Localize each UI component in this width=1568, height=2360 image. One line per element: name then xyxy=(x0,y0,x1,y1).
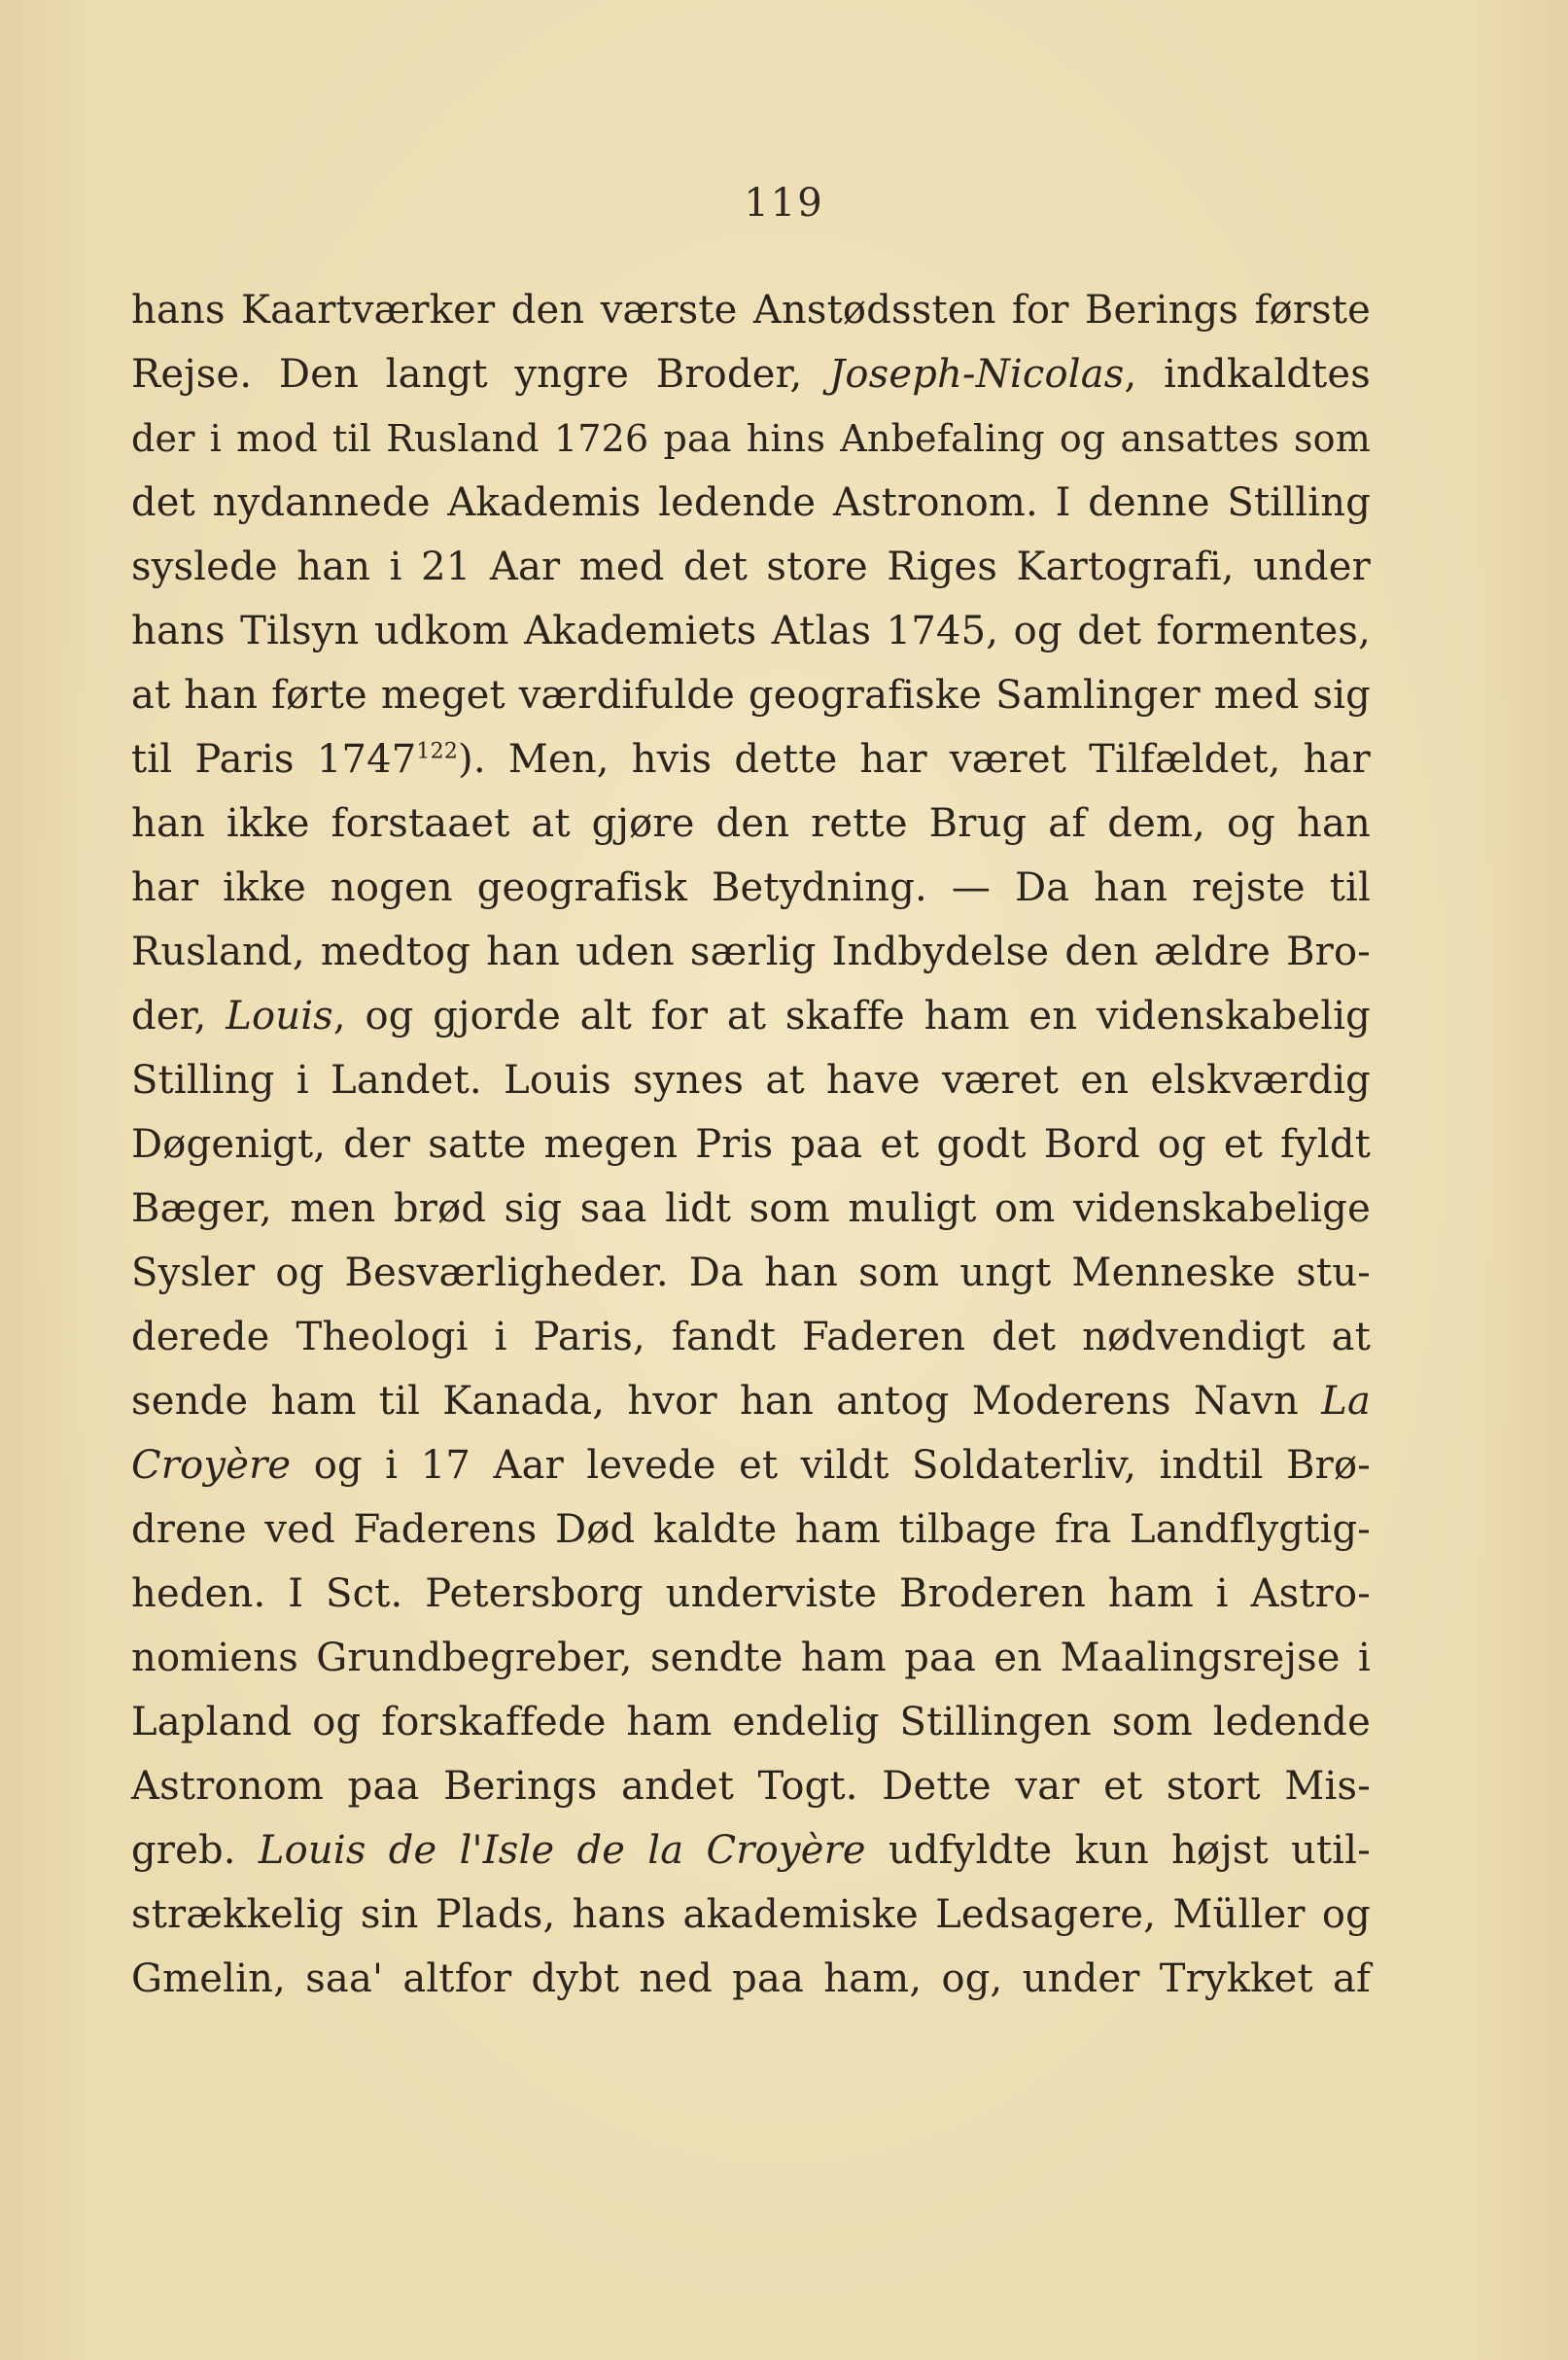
italic-name: La xyxy=(1321,1379,1371,1424)
text-line xyxy=(131,920,1371,984)
text-line xyxy=(131,1497,1371,1562)
text-line xyxy=(131,1369,1371,1433)
text-line xyxy=(131,1562,1371,1626)
text-line xyxy=(131,792,1371,856)
line-text: Rusland, medtog han uden særlig Indbydelse den ældre Bro- xyxy=(131,930,1371,974)
line-text: Gmelin, saa' altfor dybt ned paa ham, og, under Trykket af xyxy=(131,1956,1371,2001)
italic-name: Louis xyxy=(226,994,333,1039)
line-text: det nydannede Akademis ledende Astronom. I denne Stilling xyxy=(131,480,1371,525)
text-line xyxy=(131,535,1371,599)
line-text: der, xyxy=(131,994,226,1039)
text-line xyxy=(131,342,1371,406)
text-line xyxy=(131,471,1371,535)
line-text: der i mod til Rusland 1726 paa hins Anbefaling og ansattes som xyxy=(131,417,1371,460)
line-text: Sysler og Besværligheder. Da han som ungt Menneske stu- xyxy=(131,1250,1371,1295)
line-text: strækkelig sin Plads, hans akademiske Ledsagere, Müller og xyxy=(131,1892,1371,1937)
line-text: ). Men, hvis dette har været Tilfældet, har xyxy=(458,737,1372,782)
text-line xyxy=(131,1433,1371,1497)
line-text: greb. xyxy=(131,1828,259,1873)
text-line xyxy=(131,727,1371,792)
text-line xyxy=(131,1818,1371,1883)
italic-name: Louis de l'Isle de la Croyère xyxy=(258,1828,866,1873)
text-line xyxy=(131,1947,1371,2011)
text-line xyxy=(131,1048,1371,1112)
italic-name: Croyère xyxy=(131,1443,292,1488)
text-line xyxy=(131,1305,1371,1369)
text-line xyxy=(131,663,1371,727)
line-text: drene ved Faderens Død kaldte ham tilbage fra Landflygtig- xyxy=(131,1507,1371,1552)
line-text: Døgenigt, der satte megen Pris paa et godt Bord og et fyldt xyxy=(131,1122,1371,1167)
text-line xyxy=(131,278,1371,342)
text-line xyxy=(131,984,1371,1048)
text-line xyxy=(131,1690,1371,1754)
text-line xyxy=(131,599,1371,663)
line-text: derede Theologi i Paris, fandt Faderen det nødvendigt at xyxy=(131,1315,1371,1359)
text-line xyxy=(131,1177,1371,1241)
line-text: Rejse. Den langt yngre Broder, xyxy=(131,352,830,397)
line-text: har ikke nogen geografisk Betydning. — Da han rejste til xyxy=(131,865,1371,910)
page-number: 119 xyxy=(744,181,824,226)
footnote-reference: 122 xyxy=(416,739,459,764)
line-text: , og gjorde alt for at skaffe ham en videnskabelig xyxy=(332,994,1371,1039)
body-text xyxy=(131,278,1371,2011)
text-line xyxy=(131,856,1371,920)
text-line xyxy=(131,1112,1371,1177)
line-text: Stilling i Landet. Louis synes at have været en elskværdig xyxy=(131,1058,1371,1103)
line-text: Lapland og forskaffede ham endelig Stillingen som ledende xyxy=(131,1700,1371,1744)
text-line xyxy=(131,1754,1371,1818)
line-text: heden. I Sct. Petersborg underviste Broderen ham i Astro- xyxy=(131,1571,1371,1616)
line-text: at han førte meget værdifulde geografiske Samlinger med sig xyxy=(131,673,1371,718)
line-text: nomiens Grundbegreber, sendte ham paa en Maalingsrejse i xyxy=(131,1636,1371,1680)
text-line xyxy=(131,1241,1371,1305)
line-text: sende ham til Kanada, hvor han antog Moderens Navn xyxy=(131,1379,1322,1424)
text-line xyxy=(131,1626,1371,1690)
text-line xyxy=(131,1883,1371,1947)
line-text: han ikke forstaaet at gjøre den rette Brug af dem, og han xyxy=(131,801,1371,846)
line-text: udfyldte kun højst util- xyxy=(865,1828,1371,1873)
line-text: hans Kaartværker den værste Anstødssten for Berings første xyxy=(131,288,1371,333)
line-text: og i 17 Aar levede et vildt Soldaterliv, indtil Brø- xyxy=(291,1443,1371,1488)
line-text: Astronom paa Berings andet Togt. Dette var et stort Mis- xyxy=(131,1764,1371,1809)
line-text: , indkaldtes xyxy=(1124,352,1372,397)
line-text: syslede han i 21 Aar med det store Riges Kartografi, under xyxy=(131,545,1371,589)
line-text: hans Tilsyn udkom Akademiets Atlas 1745, og det formentes, xyxy=(131,609,1371,653)
line-text: til Paris 1747 xyxy=(131,737,417,782)
line-text: Bæger, men brød sig saa lidt som muligt om videnskabelige xyxy=(131,1186,1371,1231)
italic-name: Joseph-Nicolas xyxy=(829,352,1125,397)
text-line xyxy=(131,406,1371,471)
